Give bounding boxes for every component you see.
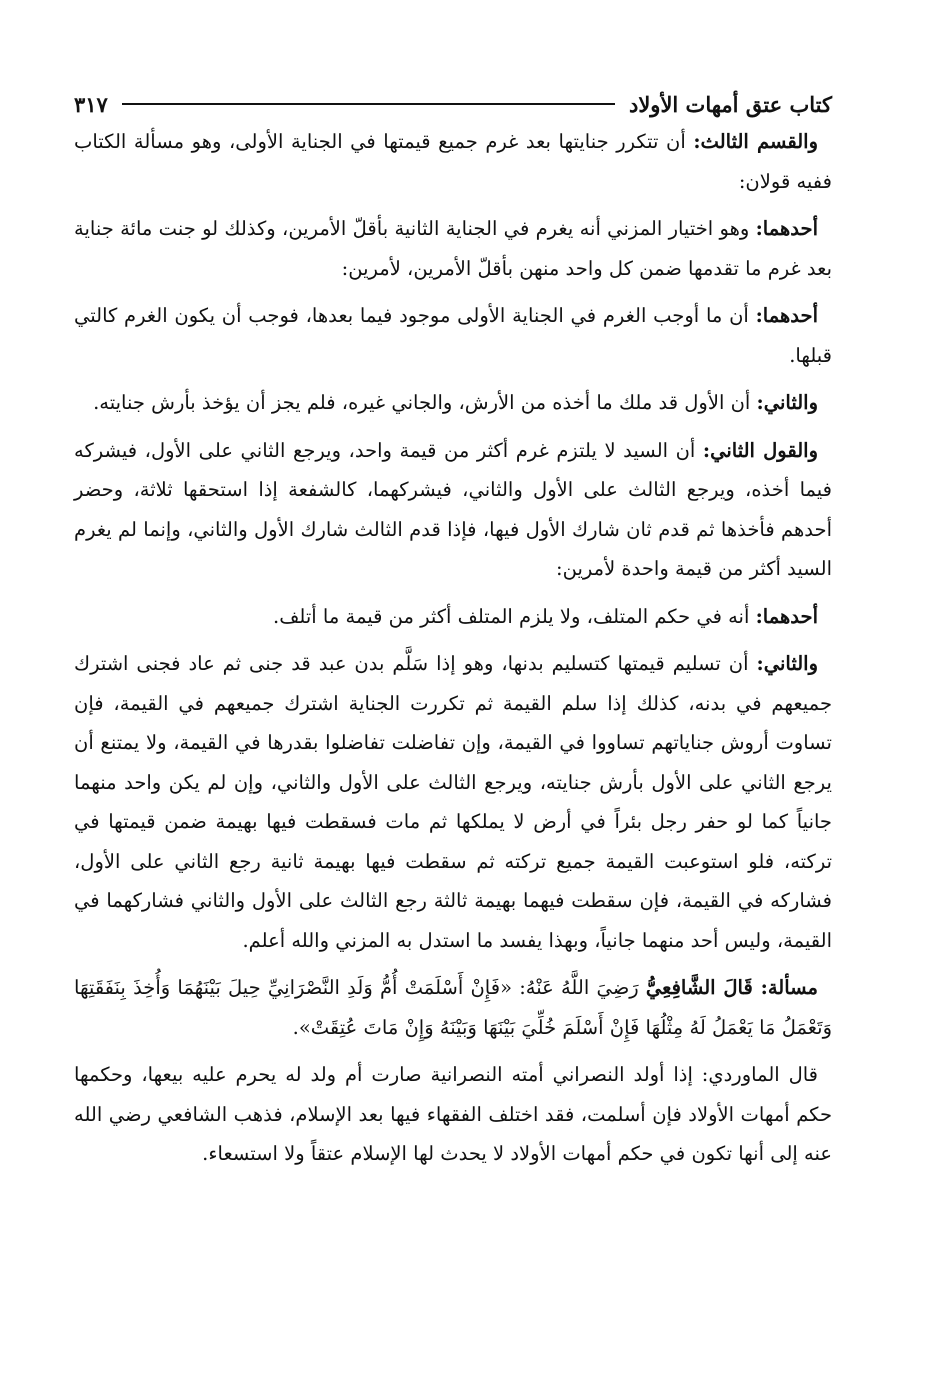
paragraph-lead: والقول الثاني: [702,438,818,462]
closing-paragraph [74,1055,832,1174]
paragraph-third-division [74,122,832,201]
paragraph-text: أن الأول قد ملك ما أخذه من الأرش، والجاني غيره، فلم يجز أن يؤخذ بأرش جنايته. [93,391,757,414]
header-rule [122,103,615,105]
paragraph-second-reason [74,383,832,423]
masala-paragraph [74,968,832,1047]
paragraph-first-opinion [74,209,832,288]
paragraph-lead: أحدهما: [755,217,818,240]
paragraph-first-reason-two [74,597,832,637]
paragraph-lead: أحدهما: [755,304,818,327]
paragraph-first-reason [74,296,832,375]
masala-honorific: رَضِيَ اللَّهُ عَنْهُ: [512,976,646,999]
masala-lead: مسألة: [760,976,819,999]
paragraph-text: أن ما أوجب الغرم في الجناية الأولى موجود فيما بعدها، فوجب أن يكون الغرم كالتي قبلها. [74,304,832,367]
paragraph-text: أنه في حكم المتلف، ولا يلزم المتلف أكثر من قيمة ما أتلف. [273,604,756,628]
masala-speaker: قَالَ الشَّافِعِيُّ [645,976,761,999]
closing-text: قال الماوردي: إذا أولد النصراني أمته النصرانية صارت أم ولد له يحرم عليه بيعها، وحكمها حكم أمهات الأولاد فإن أسلمت، فقد اختلف الفقهاء فيها بعد الإسلام، فذهب الشافعي رضي الله عنه إلى أنها تكون في حكم أمهات الأولاد لا يحدث لها الإسلام عتقاً ولا استسعاء. [74,1063,832,1165]
paragraph-second-reason-two [74,644,832,960]
paragraph-text: أن تسليم قيمتها كتسليم بدنها، وهو إذا سَلَّم بدن عبد قد جنى ثم عاد فجنى اشترك جميعهم في بدنه، كذلك إذا سلم القيمة ثم تكررت الجناية اشترك جميعهم في القيمة، فإن تساوت أروش جناياتهم تساووا في القيمة، وإن تفاضلت تفاضلوا بقدرها في القيمة، ولا يمتنع أن يرجع الثاني على الأول بأرش جنايته، ويرجع الثالث على الأول والثاني، وإن لم يكن واحد منهما جانياً كما لو حفر رجل بئراً في أرض لا يملكها ثم مات فسقطت فيها بهيمة ضمن قيمتها في تركته، فلو استوعبت القيمة جميع تركته ثم سقطت فيها بهيمة ثانية رجع الثاني على الأول، فشاركه في القيمة، فإن سقطت فيهما بهيمة ثالثة رجع الثالث على الأول والثاني فشاركهما في القيمة، وليس أحد منهما جانياً، وبهذا يفسد ما استدل به المزني والله أعلم. [74,652,832,952]
paragraph-text: أن تتكرر جنايتها بعد غرم جميع قيمتها في الجناية الأولى، وهو مسألة الكتاب ففيه قولان: [74,130,832,193]
paragraph-lead: أحدهما: [755,604,818,628]
paragraph-lead: والثاني: [756,391,818,414]
running-title: كتاب عتق أمهات الأولاد [628,91,832,117]
paragraph-text: أن السيد لا يلتزم غرم أكثر من قيمة واحد، ويرجع الثاني على الأول، فيشركه فيما أخذه، ويرجع الثالث على الأول والثاني، فيشركهما، كالشفعة إذا استحقها ثلاثة، وحضر أحدهم فأخذها ثم قدم ثان شارك الأول فيها، فإذا قدم الثالث شارك الأول والثاني، وإنما لم يغرم السيد أكثر من قيمة واحدة لأمرين: [74,438,832,580]
paragraph-second-opinion [74,431,832,589]
paragraph-lead: والقسم الثالث: [693,130,818,153]
paragraph-lead: والثاني: [756,652,818,675]
running-header [74,88,832,120]
masala-quote: «فَإِنْ أَسْلَمَتْ أُمُّ وَلَدِ النَّصْرَانِيِّ حِيلَ بَيْنَهُمَا وَأُخِذَ بِنَفَقَتِهَا وَتَعْمَلُ مَا يَعْمَلُ لَهُ مِثْلُهَا فَإِنْ أَسْلَمَ خُلِّيَ بَيْنَهَا وَبَيْنَهُ وَإِنْ مَاتَ عُتِقَتْ». [74,976,832,1039]
paragraph-text: وهو اختيار المزني أنه يغرم في الجناية الثانية بأقلّ الأمرين، وكذلك لو جنت مائة جناية بعد غرم ما تقدمها ضمن كل واحد منهن بأقلّ الأمرين، لأمرين: [74,217,832,280]
page-number: ٣١٧ [74,91,108,117]
